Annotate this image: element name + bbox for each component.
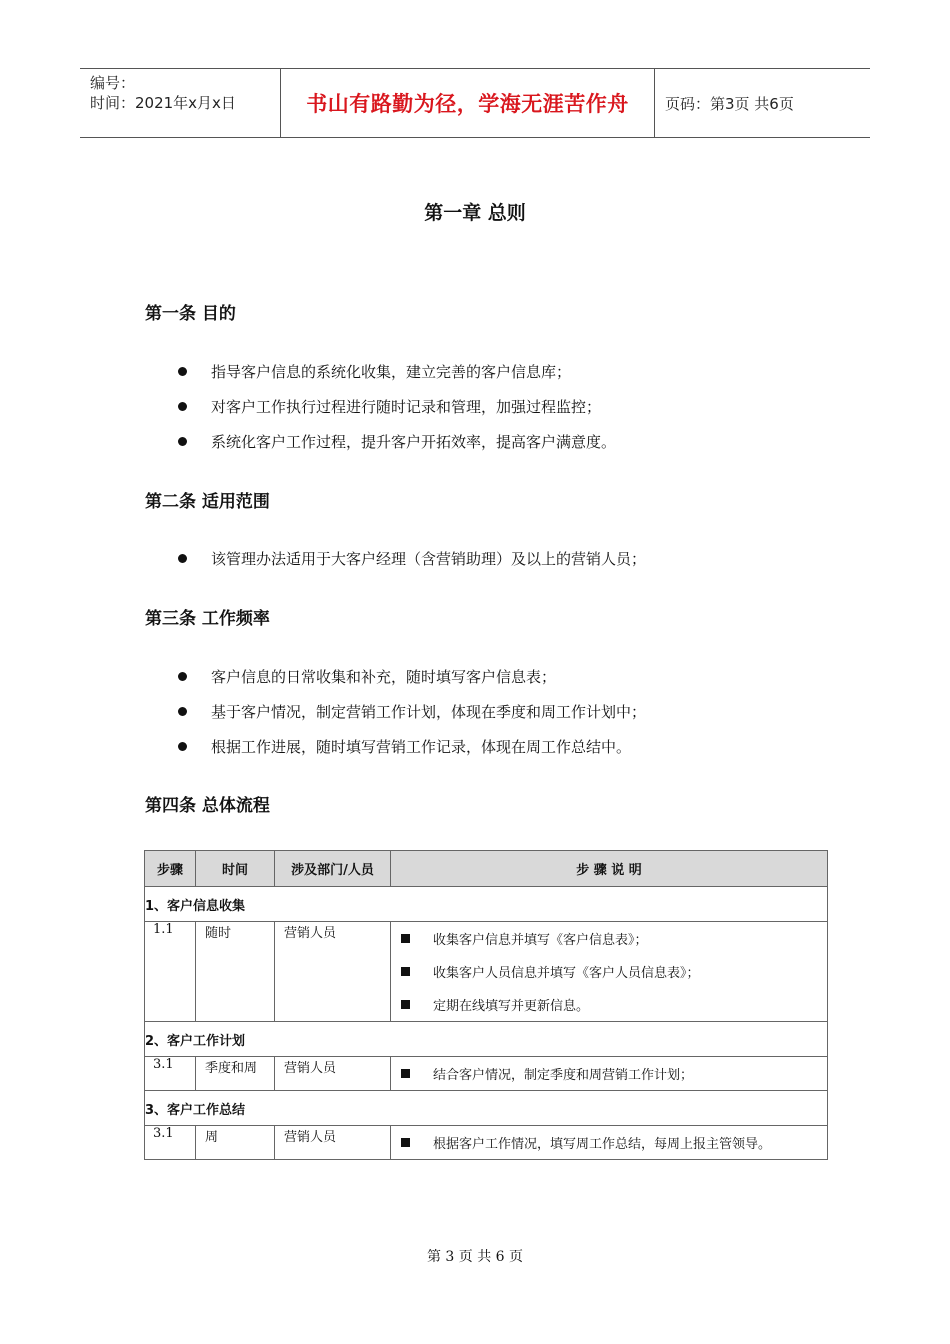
list-item: 根据工作进展，随时填写营销工作记录，体现在周工作总结中。 — [178, 729, 646, 764]
square-bullet-icon — [401, 1138, 410, 1147]
desc-item: 收集客户信息并填写《客户信息表》； — [391, 922, 827, 955]
cell-step: 1.1 — [145, 922, 196, 1022]
table-row — [145, 1126, 828, 1160]
square-bullet-icon — [401, 1069, 410, 1078]
section-row: 1、客户信息收集 — [145, 887, 828, 922]
header-step: 步骤 — [145, 851, 196, 887]
page-header — [80, 68, 870, 138]
header-page-info: 页码：第3页 共6页 — [665, 94, 794, 113]
page-footer: 第 3 页 共 6 页 — [426, 1249, 524, 1265]
cell-dept: 营销人员 — [275, 922, 391, 1022]
cell-time: 季度和周 — [196, 1057, 275, 1091]
article-1-title: 第一条 目的 — [145, 304, 236, 324]
header-motto: 书山有路勤为径，学海无涯苦作舟 — [281, 69, 655, 137]
article-3-title: 第三条 工作频率 — [145, 609, 270, 629]
cell-step: 3.1 — [145, 1126, 196, 1160]
desc-item: 结合客户情况，制定季度和周营销工作计划； — [391, 1057, 827, 1090]
cell-step: 3.1 — [145, 1057, 196, 1091]
header-time: 时间 — [196, 851, 275, 887]
bullet-icon — [178, 437, 187, 446]
list-item: 基于客户情况，制定营销工作计划，体现在季度和周工作计划中； — [178, 694, 646, 729]
square-bullet-icon — [401, 934, 410, 943]
bullet-icon — [178, 367, 187, 376]
section-row: 3、客户工作总结 — [145, 1091, 828, 1126]
list-item: 客户信息的日常收集和补充，随时填写客户信息表； — [178, 659, 646, 694]
list-item: 该管理办法适用于大客户经理（含营销助理）及以上的营销人员； — [178, 541, 646, 576]
table-header-row — [145, 851, 828, 887]
process-table — [144, 850, 828, 1160]
table-row — [145, 1057, 828, 1091]
list-item: 系统化客户工作过程，提升客户开拓效率，提高客户满意度。 — [178, 424, 616, 459]
header-meta — [80, 69, 281, 137]
bullet-icon — [178, 554, 187, 563]
desc-item: 根据客户工作情况，填写周工作总结，每周上报主管领导。 — [391, 1126, 827, 1159]
cell-desc — [391, 1057, 828, 1091]
square-bullet-icon — [401, 967, 410, 976]
list-item: 指导客户信息的系统化收集，建立完善的客户信息库； — [178, 354, 616, 389]
cell-time: 随时 — [196, 922, 275, 1022]
desc-item: 收集客户人员信息并填写《客户人员信息表》； — [391, 955, 827, 988]
cell-time: 周 — [196, 1126, 275, 1160]
bullet-icon — [178, 402, 187, 411]
bullet-icon — [178, 707, 187, 716]
article-3-list — [178, 659, 646, 764]
cell-desc — [391, 1126, 828, 1160]
chapter-title: 第一章 总则 — [424, 202, 526, 224]
list-item: 对客户工作执行过程进行随时记录和管理，加强过程监控； — [178, 389, 616, 424]
bullet-icon — [178, 742, 187, 751]
header-time: 时间：2021年x月x日 — [90, 94, 236, 112]
cell-dept: 营销人员 — [275, 1126, 391, 1160]
header-desc: 步 骤 说 明 — [391, 851, 828, 887]
header-number: 编号： — [90, 74, 136, 92]
bullet-icon — [178, 672, 187, 681]
cell-dept: 营销人员 — [275, 1057, 391, 1091]
article-2-list — [178, 541, 646, 576]
desc-item: 定期在线填写并更新信息。 — [391, 988, 827, 1021]
header-dept: 涉及部门/人员 — [275, 851, 391, 887]
cell-desc — [391, 922, 828, 1022]
article-4-title: 第四条 总体流程 — [145, 796, 270, 816]
square-bullet-icon — [401, 1000, 410, 1009]
table-row — [145, 922, 828, 1022]
article-2-title: 第二条 适用范围 — [145, 492, 270, 512]
section-row: 2、客户工作计划 — [145, 1022, 828, 1057]
article-1-list — [178, 354, 616, 459]
